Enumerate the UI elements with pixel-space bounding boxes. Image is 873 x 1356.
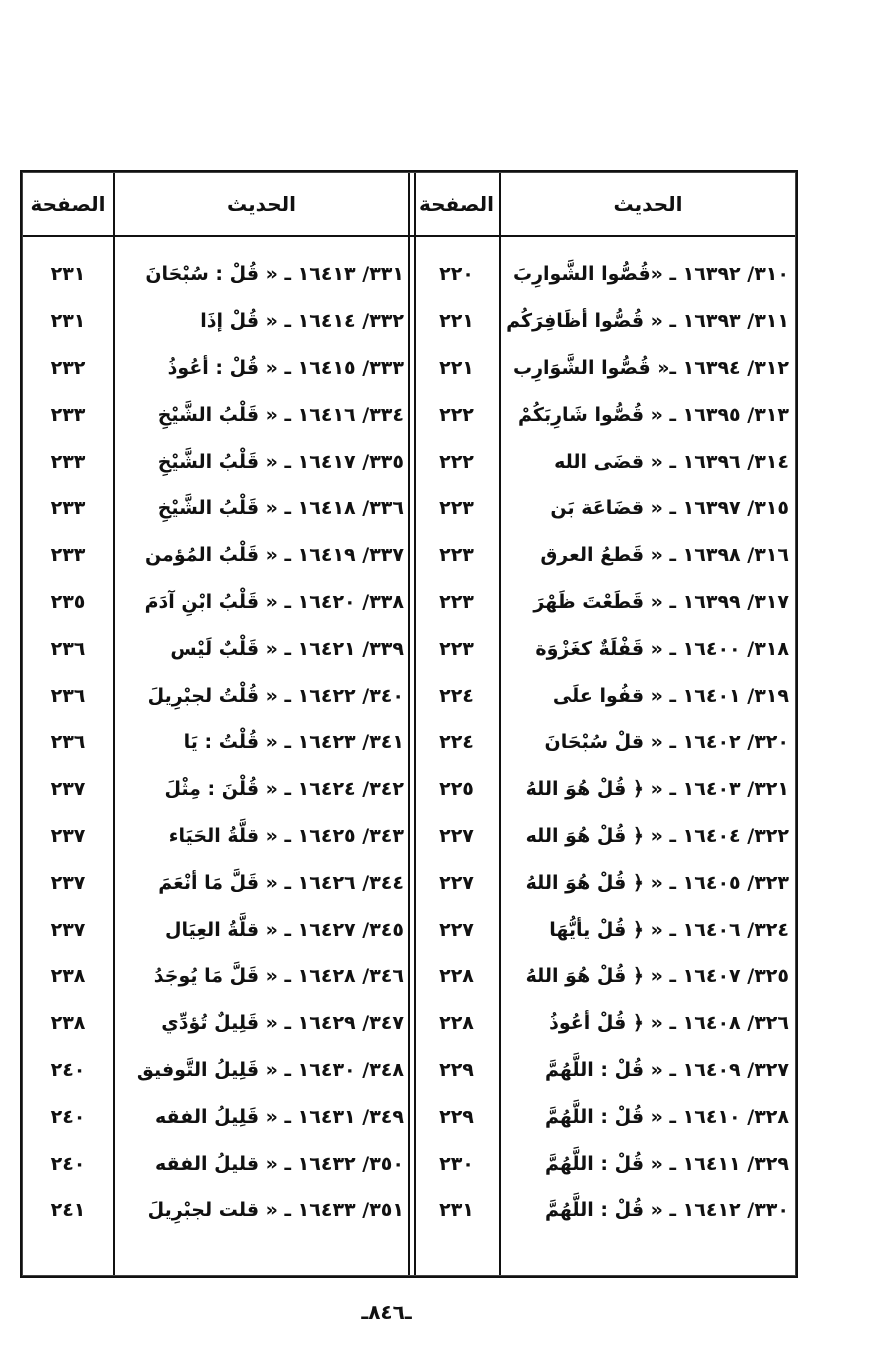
left-page-cell: ٢٣٣ [50, 497, 86, 520]
right-page-cell: ٢٢٨ [439, 965, 474, 988]
left-hadith-cell: ٣٤٠/ ١٦٤٢٢ ـ « قُلْتُ لجبْرِيلَ [147, 684, 404, 707]
left-page-cell: ٢٣٧ [50, 918, 86, 941]
table-row [23, 1093, 795, 1140]
left-hadith-cell: ٣٣٧/ ١٦٤١٩ ـ « قَلْبُ المُؤمن [144, 544, 404, 567]
left-hadith-cell: ٣٣٤/ ١٦٤١٦ ـ « قَلْبُ الشَّيْخِ [157, 403, 404, 426]
left-hadith-cell: ٣٤٥/ ١٦٤٢٧ ـ « قلَّةُ العِيَال [164, 918, 404, 941]
left-page-cell: ٢٣٦ [50, 637, 86, 660]
right-page-cell: ٢٢٧ [439, 871, 474, 894]
right-hadith-cell: ٣٢٣/ ١٦٤٠٥ ـ « ﴿ قُلْ هُوَ اللهُ [525, 871, 789, 894]
left-page-header: الصفحة [30, 192, 106, 216]
left-hadith-cell: ٣٣٦/ ١٦٤١٨ ـ « قَلْبُ الشَّيْخِ [157, 497, 404, 520]
left-page-cell: ٢٣٣ [50, 544, 86, 567]
right-hadith-cell: ٣١٢/ ١٦٣٩٤ ـ« قُصُّوا الشَّوَارِب [513, 356, 789, 379]
right-hadith-header: الحديث [613, 192, 683, 216]
right-page-header: الصفحة [419, 192, 495, 216]
right-page-cell: ٢٢٧ [439, 918, 474, 941]
left-hadith-cell: ٣٣٣/ ١٦٤١٥ ـ « قُلْ : أعُوذُ [167, 356, 404, 379]
table-row [23, 1047, 795, 1094]
right-page-cell: ٢٢٤ [439, 684, 474, 707]
left-hadith-cell: ٣٣٩/ ١٦٤٢١ ـ « قَلْبٌ لَيْس [170, 637, 404, 660]
table-row [23, 579, 795, 626]
table-row [23, 391, 795, 438]
left-page-cell: ٢٤٠ [50, 1105, 86, 1128]
left-hadith-cell: ٣٤٣/ ١٦٤٢٥ ـ « قلَّةُ الحَيَاء [168, 824, 404, 847]
right-page-cell: ٢٢٢ [439, 403, 474, 426]
right-hadith-cell: ٣١٣/ ١٦٣٩٥ ـ « قُصُّوا شَارِبَكُمْ [518, 403, 789, 426]
left-hadith-cell: ٣٣٢/ ١٦٤١٤ ـ « قُلْ إذَا [200, 310, 404, 333]
left-page-cell: ٢٣٦ [50, 731, 86, 754]
table-row [23, 1187, 795, 1234]
table-row [23, 345, 795, 392]
table-row [23, 1000, 795, 1047]
right-hadith-cell: ٣٢١/ ١٦٤٠٣ ـ « ﴿ قُلْ هُوَ اللهُ [525, 778, 789, 801]
right-page-cell: ٢٢١ [439, 356, 474, 379]
left-hadith-cell: ٣٥١/ ١٦٤٣٣ ـ « قلت لجبْرِيلَ [147, 1199, 404, 1222]
table-row [23, 485, 795, 532]
right-page-cell: ٢٢٠ [439, 263, 474, 286]
left-page-cell: ٢٣٧ [50, 871, 86, 894]
right-hadith-cell: ٣٣٠/ ١٦٤١٢ ـ « قُلْ : اللَّهُمَّ [544, 1199, 789, 1222]
right-hadith-cell: ٣٢٠/ ١٦٤٠٢ ـ « قلْ سُبْحَانَ [544, 731, 789, 754]
table-row [23, 625, 795, 672]
right-page-cell: ٢٢٥ [439, 778, 474, 801]
left-hadith-header: الحديث [227, 192, 297, 216]
right-hadith-cell: ٣١٥/ ١٦٣٩٧ ـ « قضَاعَة بَن [550, 497, 789, 520]
left-page-cell: ٢٣٧ [50, 778, 86, 801]
right-page-cell: ٢٢٧ [439, 824, 474, 847]
table-row [23, 532, 795, 579]
left-hadith-cell: ٣٤٧/ ١٦٤٢٩ ـ « قَلِيلٌ تُؤدِّي [161, 1012, 404, 1035]
right-hadith-cell: ٣٢٦/ ١٦٤٠٨ ـ « ﴿ قُلْ أعُوذُ [549, 1012, 789, 1035]
right-hadith-cell: ٣٢٩/ ١٦٤١١ ـ « قُلْ : اللَّهُمَّ [544, 1152, 789, 1175]
right-page-cell: ٢٢٣ [439, 544, 474, 567]
left-hadith-cell: ٣٤٨/ ١٦٤٣٠ ـ « قَلِيلُ التَّوفيق [136, 1058, 404, 1081]
right-hadith-cell: ٣٢٨/ ١٦٤١٠ ـ « قُلْ : اللَّهُمَّ [544, 1105, 789, 1128]
right-page-cell: ٢٢٣ [439, 637, 474, 660]
left-page-cell: ٢٤٠ [50, 1152, 86, 1175]
table-row [23, 719, 795, 766]
left-page-cell: ٢٣٨ [50, 1012, 86, 1035]
left-hadith-cell: ٣٤٤/ ١٦٤٢٦ ـ « قَلَّ مَا أنْعَمَ [158, 871, 404, 894]
right-hadith-cell: ٣٢٥/ ١٦٤٠٧ ـ « ﴿ قُلْ هُوَ اللهُ [525, 965, 789, 988]
left-hadith-cell: ٣٤١/ ١٦٤٢٣ ـ « قُلْتُ : يَا [183, 731, 404, 754]
left-page-cell: ٢٣٨ [50, 965, 86, 988]
right-page-cell: ٢٣٠ [439, 1152, 474, 1175]
right-page-cell: ٢٢٩ [439, 1058, 474, 1081]
table-row [23, 953, 795, 1000]
table-row [23, 813, 795, 860]
left-page-cell: ٢٤٠ [50, 1058, 86, 1081]
right-page-cell: ٢٢١ [439, 310, 474, 333]
right-page-cell: ٢٢٤ [439, 731, 474, 754]
index-table [20, 170, 798, 1278]
left-page-cell: ٢٤١ [50, 1199, 86, 1222]
right-page-cell: ٢٣١ [439, 1199, 474, 1222]
right-hadith-cell: ٣١٦/ ١٦٣٩٨ ـ « قَطعُ العرق [540, 544, 789, 567]
right-page-cell: ٢٢٣ [439, 590, 474, 613]
table-row [23, 298, 795, 345]
left-page-cell: ٢٣٥ [50, 590, 86, 613]
left-hadith-cell: ٣٤٦/ ١٦٤٢٨ ـ « قَلَّ مَا يُوجَدُ [153, 965, 404, 988]
right-hadith-cell: ٣١١/ ١٦٣٩٣ ـ « قُصُّوا أظَافِرَكُم [506, 310, 789, 333]
left-page-cell: ٢٣١ [50, 310, 86, 333]
table-row [23, 766, 795, 813]
header-separator [23, 235, 795, 237]
right-hadith-cell: ٣١٤/ ١٦٣٩٦ ـ « قضَى الله [554, 450, 789, 473]
table-row [23, 906, 795, 953]
left-page-cell: ٢٣٧ [50, 824, 86, 847]
left-page-cell: ٢٣٦ [50, 684, 86, 707]
right-page-cell: ٢٢٨ [439, 1012, 474, 1035]
left-hadith-cell: ٣٣٥/ ١٦٤١٧ ـ « قَلْبُ الشَّيْخِ [157, 450, 404, 473]
left-page-cell: ٢٣١ [50, 263, 86, 286]
right-hadith-cell: ٣١٠/ ١٦٣٩٢ ـ «قُصُّوا الشَّوارِبَ [513, 263, 789, 286]
table-row [23, 1140, 795, 1187]
right-page-cell: ٢٢٣ [439, 497, 474, 520]
right-hadith-cell: ٣١٨/ ١٦٤٠٠ ـ « قَفْلَةٌ كغَزْوَة [535, 637, 789, 660]
left-hadith-cell: ٣٣٨/ ١٦٤٢٠ ـ « قَلْبُ ابْنِ آدَمَ [144, 590, 404, 613]
left-page-cell: ٢٣٣ [50, 450, 86, 473]
table-row [23, 251, 795, 298]
left-hadith-cell: ٣٣١/ ١٦٤١٣ ـ « قُلْ : سُبْحَانَ [145, 263, 404, 286]
left-page-cell: ٢٣٣ [50, 403, 86, 426]
table-row [23, 672, 795, 719]
right-hadith-cell: ٣١٧/ ١٦٣٩٩ ـ « قَطَعْتَ ظَهْرَ [533, 590, 789, 613]
page-number: ـ٨٤٦ـ [361, 1300, 412, 1324]
table-row [23, 438, 795, 485]
left-hadith-cell: ٣٥٠/ ١٦٤٣٢ ـ « قليلُ الفقه [154, 1152, 404, 1175]
right-page-cell: ٢٢٩ [439, 1105, 474, 1128]
right-page-cell: ٢٢٢ [439, 450, 474, 473]
left-hadith-cell: ٣٤٩/ ١٦٤٣١ ـ « قَلِيلُ الفقه [154, 1105, 404, 1128]
right-hadith-cell: ٣٢٧/ ١٦٤٠٩ ـ « قُلْ : اللَّهُمَّ [544, 1058, 789, 1081]
left-page-cell: ٢٣٢ [50, 356, 86, 379]
right-hadith-cell: ٣٢٤/ ١٦٤٠٦ ـ « ﴿ قُلْ يأيُّهَا [549, 918, 789, 941]
right-hadith-cell: ٣٢٢/ ١٦٤٠٤ ـ « ﴿ قُلْ هُوَ الله [525, 824, 789, 847]
right-hadith-cell: ٣١٩/ ١٦٤٠١ ـ « قفُوا علَى [552, 684, 789, 707]
left-hadith-cell: ٣٤٢/ ١٦٤٢٤ ـ « قُلْنَ : مِثْلَ [164, 778, 404, 801]
table-row [23, 859, 795, 906]
